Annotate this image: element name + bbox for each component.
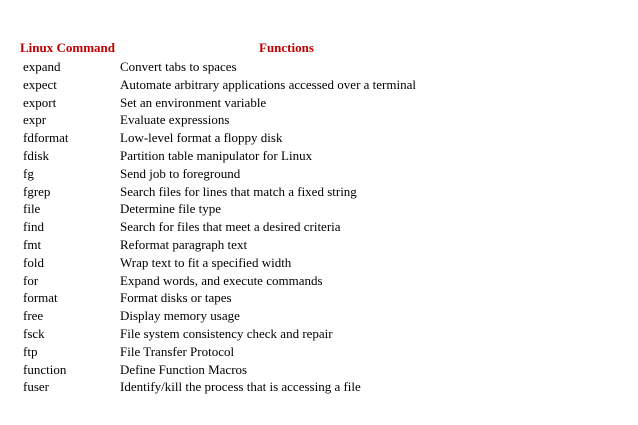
- table-row: [0, 361, 638, 379]
- command-cell: function: [23, 361, 67, 377]
- command-cell: format: [23, 290, 58, 306]
- table-row: [0, 111, 638, 129]
- table-row: [0, 76, 638, 94]
- description-cell: Wrap text to fit a specified width: [120, 254, 292, 270]
- description-cell: Convert tabs to spaces: [120, 59, 237, 74]
- description-cell: Determine file type: [120, 201, 222, 217]
- description-cell: File Transfer Protocol: [120, 343, 235, 359]
- table-row: [0, 272, 638, 290]
- description-cell: Automate arbitrary applications accessed over a terminal: [120, 76, 416, 92]
- table-row: [0, 218, 638, 236]
- table-header: [0, 40, 638, 58]
- command-cell: file: [23, 201, 41, 217]
- command-cell: expr: [23, 112, 47, 128]
- command-cell: fuser: [23, 379, 49, 395]
- command-cell: fold: [23, 254, 44, 270]
- table-row: [0, 254, 638, 272]
- table-row: [0, 289, 638, 307]
- command-cell: expect: [23, 76, 57, 92]
- description-cell: Set an environment variable: [120, 94, 267, 110]
- command-cell: export: [23, 94, 57, 110]
- description-cell: Partition table manipulator for Linux: [120, 147, 313, 163]
- command-cell: free: [23, 308, 44, 324]
- description-cell: Search for files that meet a desired criteria: [120, 219, 341, 235]
- command-cell: fsck: [23, 325, 45, 341]
- description-cell: Evaluate expressions: [120, 112, 230, 128]
- description-cell: Expand words, and execute commands: [120, 272, 323, 288]
- table-row: [0, 343, 638, 361]
- command-cell: ftp: [23, 343, 38, 359]
- table-row: [0, 378, 638, 396]
- column-header-command: Linux Command: [20, 40, 115, 55]
- command-cell: fdisk: [23, 147, 49, 163]
- description-cell: Send job to foreground: [120, 165, 241, 181]
- table-row: [0, 58, 638, 76]
- description-cell: Format disks or tapes: [120, 290, 232, 306]
- description-cell: File system consistency check and repair: [120, 325, 333, 341]
- description-cell: Search files for lines that match a fixed string: [120, 183, 357, 199]
- description-cell: Display memory usage: [120, 308, 240, 324]
- command-table: [0, 58, 638, 396]
- table-row: [0, 325, 638, 343]
- command-cell: expand: [23, 59, 61, 74]
- command-cell: fgrep: [23, 183, 51, 199]
- table-row: [0, 307, 638, 325]
- column-header-functions: Functions: [259, 40, 314, 55]
- table-row: [0, 236, 638, 254]
- command-cell: fmt: [23, 236, 42, 252]
- command-cell: find: [23, 219, 44, 235]
- description-cell: Low-level format a floppy disk: [120, 130, 283, 146]
- command-cell: fdformat: [23, 130, 69, 146]
- table-row: [0, 147, 638, 165]
- description-cell: Identify/kill the process that is accessing a file: [120, 379, 361, 395]
- table-row: [0, 94, 638, 112]
- table-row: [0, 129, 638, 147]
- command-cell: fg: [23, 165, 34, 181]
- description-cell: Define Function Macros: [120, 361, 248, 377]
- table-row: [0, 183, 638, 201]
- command-cell: for: [23, 272, 39, 288]
- description-cell: Reformat paragraph text: [120, 236, 248, 252]
- table-row: [0, 200, 638, 218]
- table-row: [0, 165, 638, 183]
